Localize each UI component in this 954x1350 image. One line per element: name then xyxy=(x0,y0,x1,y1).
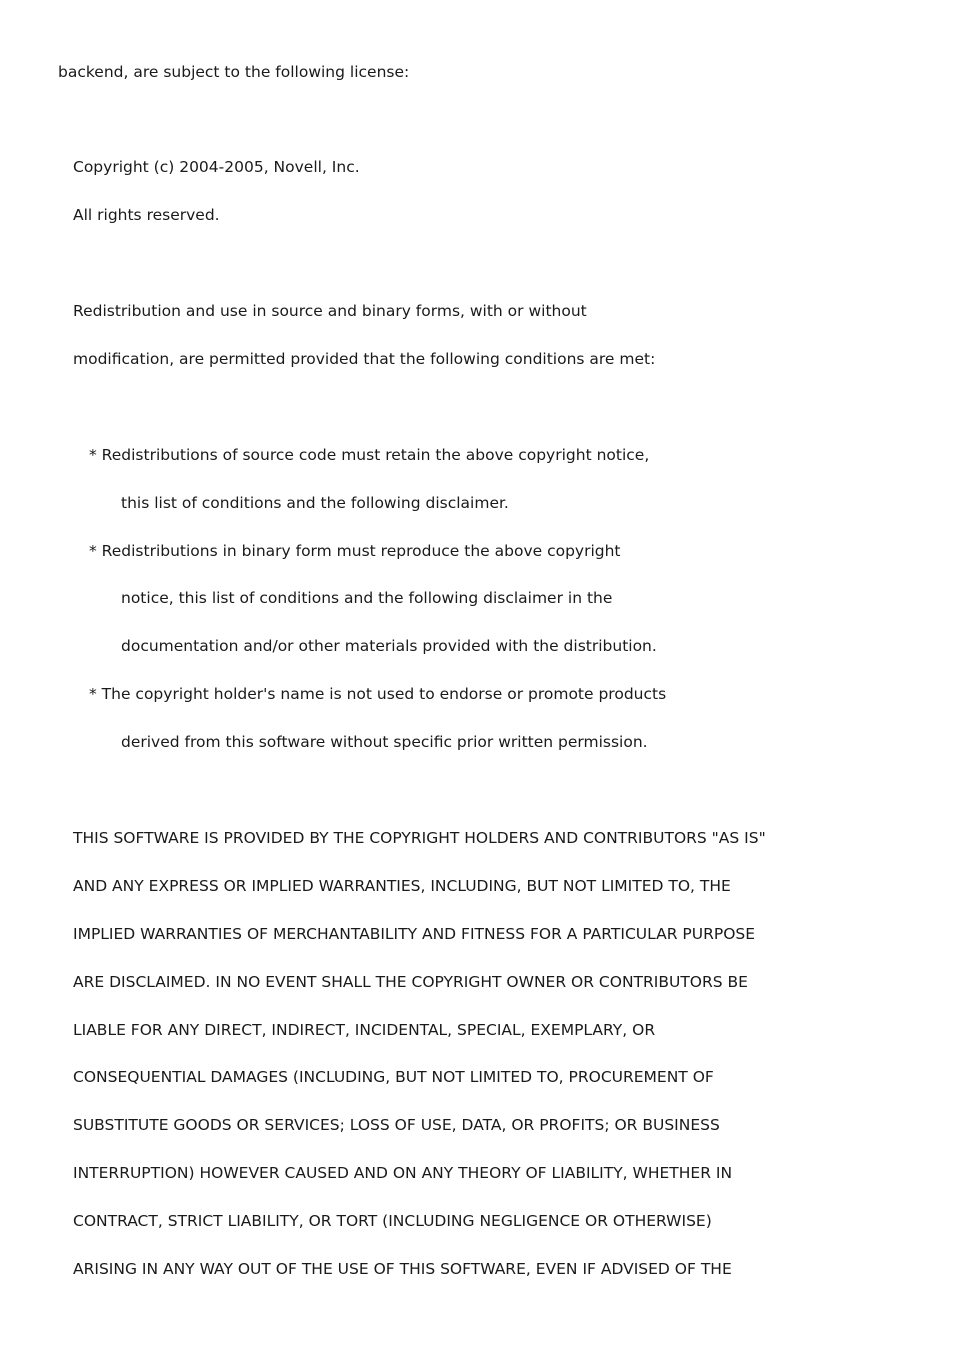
text-line-condition-2c: documentation and/or other materials provided with the distribution. xyxy=(121,637,657,655)
text-line-copyright: Copyright (c) 2004-2005, Novell, Inc. xyxy=(73,158,360,176)
text-line-redistribution-2: modification, are permitted provided that the following conditions are met: xyxy=(73,350,656,368)
text-line-disclaimer-6: CONSEQUENTIAL DAMAGES (INCLUDING, BUT NOT LIMITED TO, PROCUREMENT OF xyxy=(73,1068,714,1086)
text-line-disclaimer-8: INTERRUPTION) HOWEVER CAUSED AND ON ANY THEORY OF LIABILITY, WHETHER IN xyxy=(73,1164,733,1182)
text-line-disclaimer-5: LIABLE FOR ANY DIRECT, INDIRECT, INCIDENTAL, SPECIAL, EXEMPLARY, OR xyxy=(73,1021,656,1039)
text-line-condition-2a: * Redistributions in binary form must reproduce the above copyright xyxy=(89,542,621,560)
text-line-disclaimer-2: AND ANY EXPRESS OR IMPLIED WARRANTIES, INCLUDING, BUT NOT LIMITED TO, THE xyxy=(73,877,731,895)
text-line-intro: backend, are subject to the following license: xyxy=(58,63,410,81)
text-line-disclaimer-9: CONTRACT, STRICT LIABILITY, OR TORT (INCLUDING NEGLIGENCE OR OTHERWISE) xyxy=(73,1212,712,1230)
text-line-disclaimer-3: IMPLIED WARRANTIES OF MERCHANTABILITY AND FITNESS FOR A PARTICULAR PURPOSE xyxy=(73,925,756,943)
text-line-rights: All rights reserved. xyxy=(73,206,220,224)
text-line-condition-3b: derived from this software without specific prior written permission. xyxy=(121,733,648,751)
text-line-redistribution-1: Redistribution and use in source and binary forms, with or without xyxy=(73,302,587,320)
text-line-condition-2b: notice, this list of conditions and the following disclaimer in the xyxy=(121,589,613,607)
text-line-condition-1a: * Redistributions of source code must retain the above copyright notice, xyxy=(89,446,650,464)
text-line-disclaimer-7: SUBSTITUTE GOODS OR SERVICES; LOSS OF USE, DATA, OR PROFITS; OR BUSINESS xyxy=(73,1116,720,1134)
text-line-disclaimer-1: THIS SOFTWARE IS PROVIDED BY THE COPYRIGHT HOLDERS AND CONTRIBUTORS "AS IS" xyxy=(73,829,766,847)
text-line-disclaimer-10: ARISING IN ANY WAY OUT OF THE USE OF THIS SOFTWARE, EVEN IF ADVISED OF THE xyxy=(73,1260,732,1278)
text-line-condition-1b: this list of conditions and the following disclaimer. xyxy=(121,494,509,512)
text-line-disclaimer-4: ARE DISCLAIMED. IN NO EVENT SHALL THE COPYRIGHT OWNER OR CONTRIBUTORS BE xyxy=(73,973,748,991)
text-line-condition-3a: * The copyright holder's name is not used to endorse or promote products xyxy=(89,685,667,703)
